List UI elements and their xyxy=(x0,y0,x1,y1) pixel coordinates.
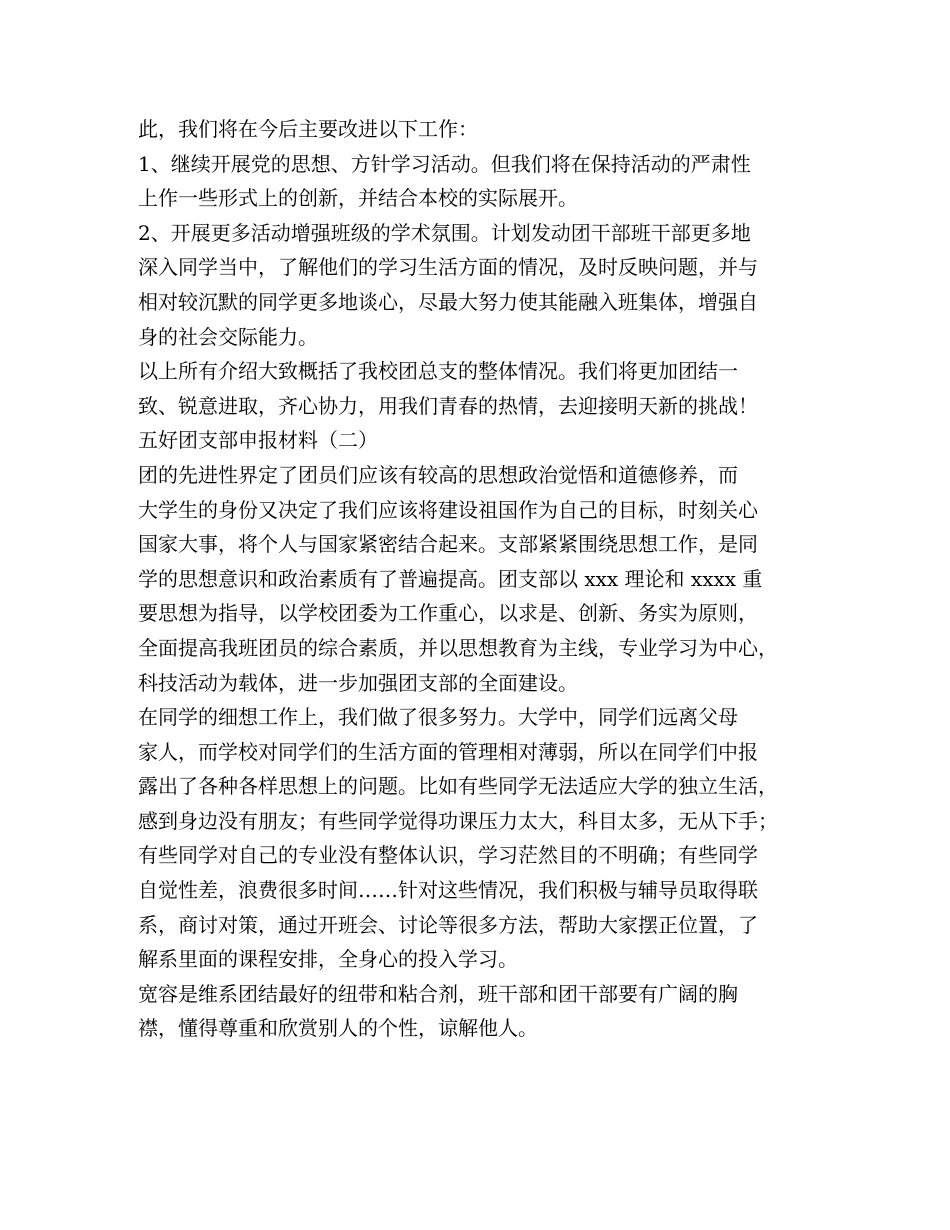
text-line: 身的社会交际能力。 xyxy=(138,324,318,349)
text-line: 2、开展更多活动增强班级的学术氛围。计划发动团干部班干部更多地 xyxy=(138,220,751,245)
text-line: 宽容是维系团结最好的纽带和粘合剂，班干部和团干部要有广阔的胸 xyxy=(138,981,738,1006)
text-line: 科技活动为载体，进一步加强团支部的全面建设。 xyxy=(138,670,578,695)
text-line: 系，商讨对策，通过开班会、讨论等很多方法，帮助大家摆正位置，了 xyxy=(138,912,758,937)
text-line: 上作一些形式上的创新，并结合本校的实际展开。 xyxy=(138,186,578,211)
text-line: 此，我们将在今后主要改进以下工作： xyxy=(138,117,478,141)
text-line: 1、继续开展党的思想、方针学习活动。但我们将在保持活动的严肃性 xyxy=(138,151,751,176)
text-line: 大学生的身份又决定了我们应该将建设祖国作为自己的目标，时刻关心 xyxy=(138,497,758,522)
text-line: 家人，而学校对同学们的生活方面的管理相对薄弱，所以在同学们中报 xyxy=(138,739,758,764)
text-line: 在同学的细想工作上，我们做了很多努力。大学中，同学们远离父母 xyxy=(138,705,738,730)
text-line: 全面提高我班团员的综合素质，并以思想教育为主线，专业学习为中心， xyxy=(138,635,778,660)
document-body xyxy=(138,112,828,1046)
text-line: 解系里面的课程安排，全身心的投入学习。 xyxy=(138,947,518,972)
text-line: 国家大事，将个人与国家紧密结合起来。支部紧紧围绕思想工作，是同 xyxy=(138,532,758,557)
text-line: 致、锐意进取，齐心协力，用我们青春的热情，去迎接明天新的挑战！ xyxy=(138,393,758,418)
text-line: 团的先进性界定了团员们应该有较高的思想政治觉悟和道德修养，而 xyxy=(138,462,738,487)
text-line: 感到身边没有朋友；有些同学觉得功课压力太大，科目太多，无从下手； xyxy=(138,808,778,833)
text-line: 自觉性差，浪费很多时间……针对这些情况，我们积极与辅导员取得联 xyxy=(138,878,758,903)
text-line: 五好团支部申报材料（二） xyxy=(138,428,378,453)
text-line: 以上所有介绍大致概括了我校团总支的整体情况。我们将更加团结一 xyxy=(138,359,738,384)
text-line: 襟，懂得尊重和欣赏别人的个性，谅解他人。 xyxy=(138,1016,538,1041)
text-line: 露出了各种各样思想上的问题。比如有些同学无法适应大学的独立生活， xyxy=(138,774,778,799)
text-line: 要思想为指导，以学校团委为工作重心，以求是、创新、务实为原则， xyxy=(138,601,758,626)
text-line: 深入同学当中，了解他们的学习生活方面的情况，及时反映问题，并与 xyxy=(138,255,758,280)
text-line: 学的思想意识和政治素质有了普遍提高。团支部以 xxx 理论和 xxxx 重 xyxy=(138,566,763,591)
text-line: 相对较沉默的同学更多地谈心，尽最大努力使其能融入班集体，增强自 xyxy=(138,289,758,314)
text-line: 有些同学对自己的专业没有整体认识，学习茫然目的不明确；有些同学 xyxy=(138,843,758,868)
